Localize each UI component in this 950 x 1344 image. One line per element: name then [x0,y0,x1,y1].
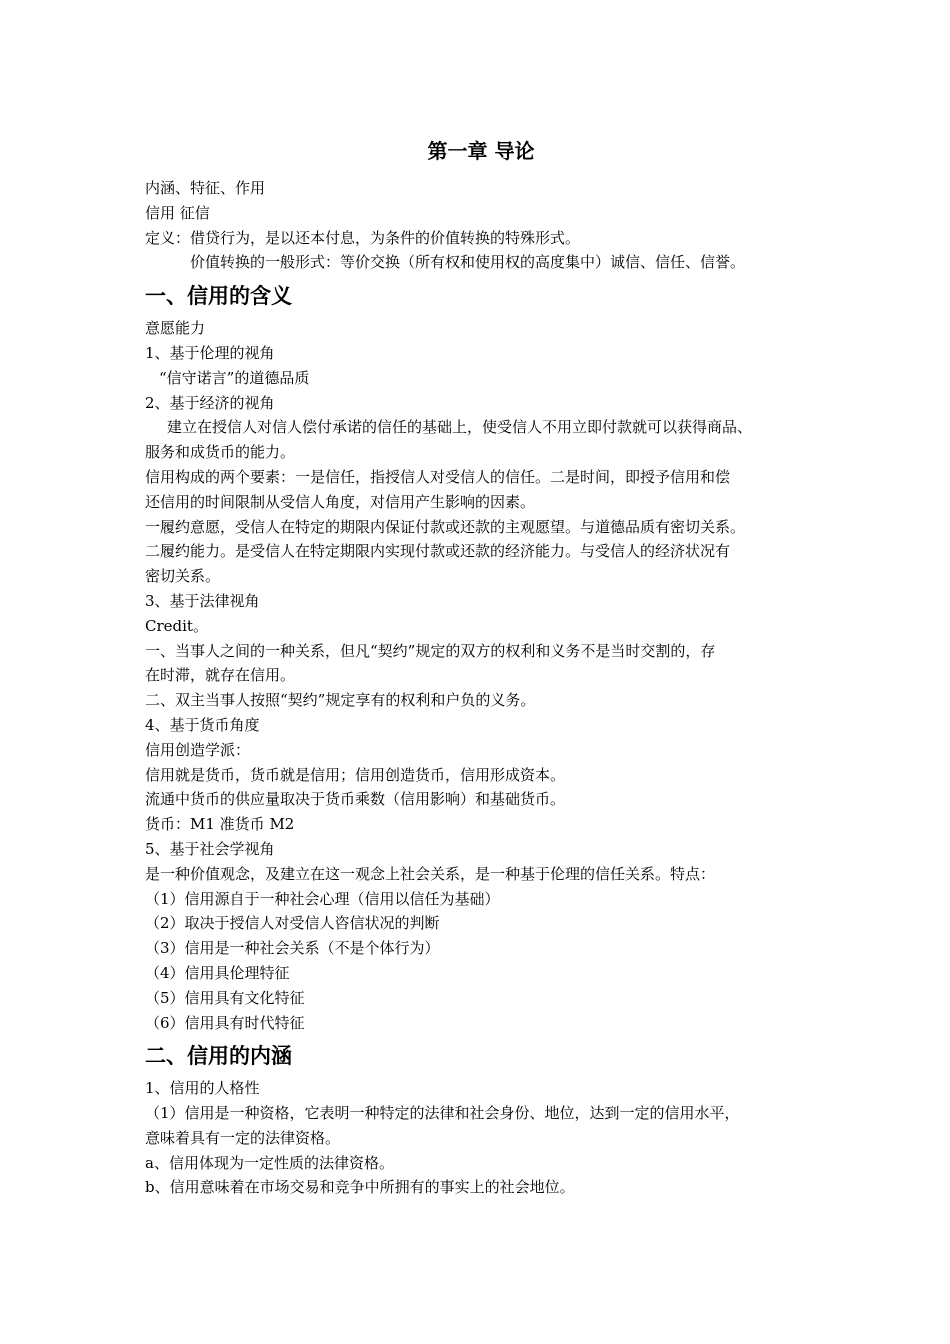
list-item: （6）信用具有时代特征 [145,1013,305,1032]
list-item: （2）取决于授信人对受信人咨信状况的判断 [145,914,440,933]
paragraph-line: 1、信用的人格性 [145,1079,260,1098]
paragraph-line: 信用创造学派： [145,740,251,759]
chapter-title: 第一章 导论 [427,139,535,163]
list-item: （4）信用具伦理特征 [145,963,290,982]
paragraph-line: 流通中货币的供应量取决于货币乘数（信用影响）和基础货币。 [145,790,566,809]
intro-line: 内涵、特征、作用 [145,179,266,197]
paragraph-line: 1、基于伦理的视角 [145,343,275,362]
paragraph-line: 一、当事人之间的一种关系，但凡“契约”规定的双方的权利和义务不是当时交割的，存 [145,641,716,660]
paragraph-line: 意愿能力 [145,319,206,338]
paragraph-line: 是一种价值观念，及建立在这一观念上社会关系，是一种基于伦理的信任关系。特点： [145,864,716,883]
paragraph-line: 货币：M1 准货币 M2 [145,815,295,834]
list-item: （5）信用具有文化特征 [145,988,305,1007]
paragraph-line: 密切关系。 [145,567,221,586]
paragraph-line: 信用构成的两个要素：一是信任，指授信人对受信人的信任。二是时间，即授予信用和偿 [145,467,731,486]
page-content [145,136,817,1200]
paragraph-line: 信用就是货币，货币就是信用；信用创造货币，信用形成资本。 [145,765,566,784]
paragraph-line: “信守诺言”的道德品质 [159,368,310,387]
section-heading: 二、信用的内涵 [145,1043,292,1069]
list-item: （1）信用源自于一种社会心理（信用以信任为基础） [145,889,500,908]
intro-line: 信用 征信 [145,203,210,222]
paragraph-line: 一履约意愿，受信人在特定的期限内保证付款或还款的主观愿望。与道德品质有密切关系。 [145,517,746,536]
section-heading: 一、信用的含义 [145,283,292,309]
paragraph-line: 2、基于经济的视角 [145,393,275,412]
paragraph-line: 在时滞，就存在信用。 [145,666,296,685]
paragraph-line: （1）信用是一种资格，它表明一种特定的法律和社会身份、地位，达到一定的信用水平， [145,1104,740,1123]
paragraph-line: 服务和成货币的能力。 [145,443,296,462]
paragraph-line: 二履约能力。是受信人在特定期限内实现付款或还款的经济能力。与受信人的经济状况有 [145,542,731,561]
paragraph-line: 还信用的时间限制从受信人角度，对信用产生影响的因素。 [145,492,536,511]
paragraph-line: a、信用体现为一定性质的法律资格。 [145,1153,394,1172]
definition-detail-line: 价值转换的一般形式：等价交换（所有权和使用权的高度集中）诚信、信任、信誉。 [190,253,746,272]
paragraph-line: 4、基于货币角度 [145,715,260,734]
paragraph-line: 3、基于法律视角 [145,591,260,610]
paragraph-line: b、信用意味着在市场交易和竞争中所拥有的事实上的社会地位。 [145,1178,575,1197]
paragraph-line: 意味着具有一定的法律资格。 [145,1128,341,1147]
paragraph-line: 5、基于社会学视角 [145,839,275,858]
paragraph-line: Credit。 [145,616,208,635]
paragraph-line: 二、双主当事人按照“契约”规定享有的权利和户负的义务。 [145,691,536,710]
list-item: （3）信用是一种社会关系（不是个体行为） [145,939,440,958]
paragraph-line: 建立在授信人对信人偿付承诺的信任的基础上，使受信人不用立即付款就可以获得商品、 [167,418,753,437]
definition-line: 定义：借贷行为，是以还本付息，为条件的价值转换的特殊形式。 [145,228,581,247]
